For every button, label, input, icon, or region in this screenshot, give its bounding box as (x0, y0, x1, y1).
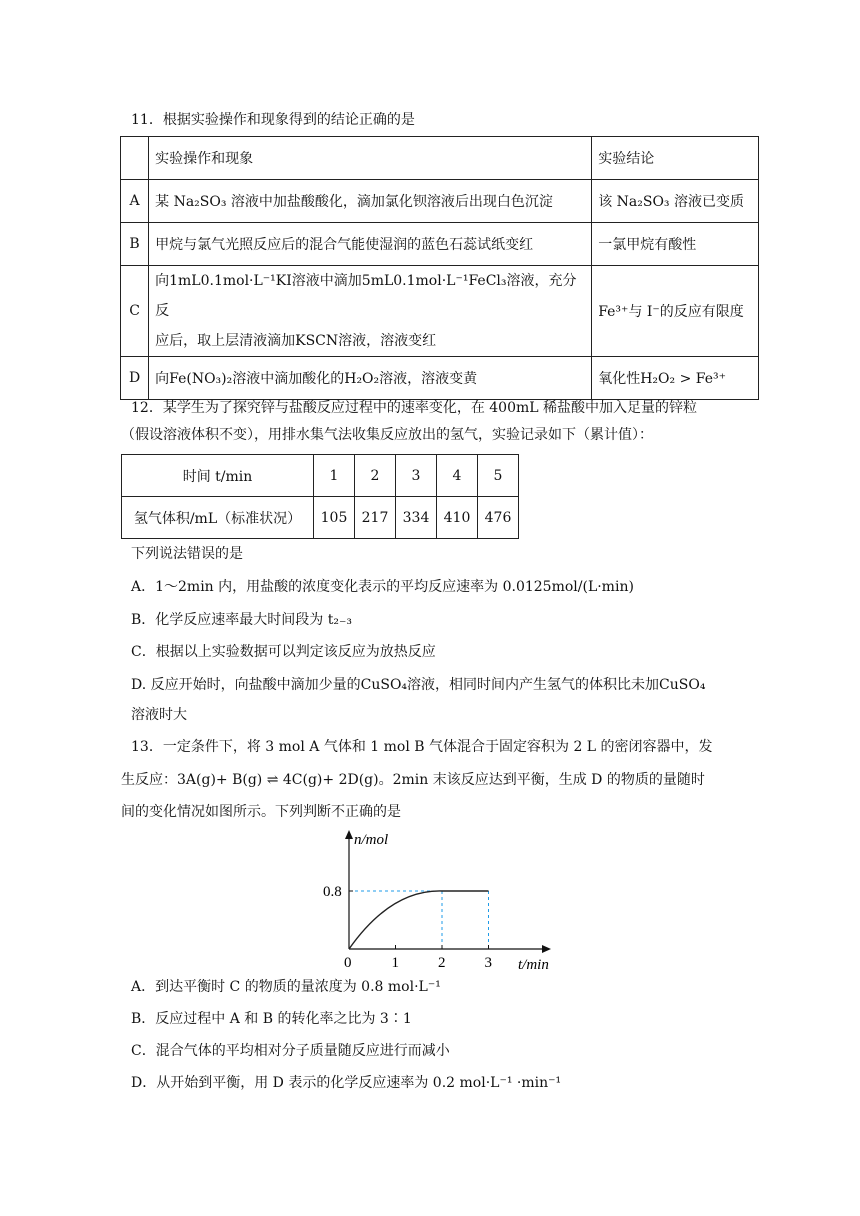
q13-stem-line: 13．一定条件下，将 3 mol A 气体和 1 mol B 气体混合于固定容积为 2 L 的密闭容器中，发 (131, 739, 713, 755)
q11-stem: 11．根据实验操作和现象得到的结论正确的是 (131, 112, 415, 128)
y-tick-label: 0.8 (323, 884, 342, 900)
x-tick-label: 1 (391, 955, 399, 971)
row-label: C (121, 266, 149, 357)
volume-cell: 217 (355, 497, 396, 539)
table-row (122, 455, 519, 497)
header-operation: 实验操作和现象 (149, 137, 592, 180)
volume-label: 氢气体积/mL（标准状况） (122, 497, 314, 539)
time-label: 时间 t/min (122, 455, 314, 497)
table-row (121, 180, 759, 223)
q12-option-c: C．根据以上实验数据可以判定该反应为放热反应 (131, 644, 436, 660)
origin-label: 0 (344, 955, 352, 971)
volume-cell: 476 (478, 497, 519, 539)
row-operation: 向Fe(NO₃)₂溶液中滴加酸化的H₂O₂溶液，溶液变黄 (149, 357, 592, 400)
row-conclusion: 该 Na₂SO₃ 溶液已变质 (592, 180, 759, 223)
header-label-cell (121, 137, 149, 180)
row-operation: 甲烷与氯气光照反应后的混合气能使湿润的蓝色石蕊试纸变红 (149, 223, 592, 266)
y-axis-label: n/mol (354, 832, 389, 848)
q13-option-a: A．到达平衡时 C 的物质的量浓度为 0.8 mol·L⁻¹ (131, 979, 441, 995)
table-row (122, 497, 519, 539)
q12-option-a: A．1～2min 内，用盐酸的浓度变化表示的平均反应速率为 0.0125mol/(L·min) (131, 579, 634, 595)
header-conclusion: 实验结论 (592, 137, 759, 180)
row-label: D (121, 357, 149, 400)
q13-option-b: B．反应过程中 A 和 B 的转化率之比为 3∶1 (131, 1011, 412, 1027)
x-axis-label: t/min (518, 957, 549, 973)
time-cell: 5 (478, 455, 519, 497)
q12-stem-line: （假设溶液体积不变），用排水集气法收集反应放出的氢气，实验记录如下（累计值）： (121, 427, 653, 443)
time-cell: 3 (396, 455, 437, 497)
table-row (121, 357, 759, 400)
q12-stem-line: 12．某学生为了探究锌与盐酸反应过程中的速率变化，在 400mL 稀盐酸中加入足量的锌粒 (131, 400, 698, 416)
x-tick-label: 2 (438, 955, 446, 971)
q13-option-c: C．混合气体的平均相对分子质量随反应进行而减小 (131, 1043, 450, 1059)
q12-option-d-cont: 溶液时大 (131, 707, 187, 723)
table-row (121, 223, 759, 266)
q12-prompt: 下列说法错误的是 (131, 546, 243, 562)
row-operation (149, 266, 592, 357)
row-conclusion: Fe³⁺与 I⁻的反应有限度 (592, 266, 759, 357)
q13-stem-line: 间的变化情况如图所示。下列判断不正确的是 (121, 804, 401, 820)
series-line (349, 891, 489, 949)
row-conclusion: 氧化性H₂O₂ > Fe³⁺ (592, 357, 759, 400)
q13-chart (315, 822, 565, 974)
q12-option-d: D. 反应开始时，向盐酸中滴加少量的CuSO₄溶液，相同时间内产生氢气的体积比未加CuSO₄ (131, 677, 706, 693)
q12-table (121, 454, 519, 539)
volume-cell: 105 (314, 497, 355, 539)
row-operation: 某 Na₂SO₃ 溶液中加盐酸酸化，滴加氯化钡溶液后出现白色沉淀 (149, 180, 592, 223)
x-axis-arrow (542, 945, 551, 953)
y-axis-arrow (345, 830, 353, 839)
q13-option-d: D．从开始到平衡，用 D 表示的化学反应速率为 0.2 mol·L⁻¹ ·min⁻¹ (131, 1075, 562, 1091)
time-cell: 4 (437, 455, 478, 497)
time-cell: 2 (355, 455, 396, 497)
volume-cell: 410 (437, 497, 478, 539)
row-label: B (121, 223, 149, 266)
x-tick-label: 3 (484, 955, 492, 971)
q11-table (120, 136, 759, 400)
row-operation-line: 向1mL0.1mol·L⁻¹KI溶液中滴加5mL0.1mol·L⁻¹FeCl₃溶液，充分反 (155, 273, 577, 319)
table-header-row (121, 137, 759, 180)
q12-option-b: B．化学反应速率最大时间段为 t₂₋₃ (131, 612, 352, 628)
row-label: A (121, 180, 149, 223)
time-cell: 1 (314, 455, 355, 497)
row-operation-line: 应后，取上层清液滴加KSCN溶液，溶液变红 (155, 333, 437, 349)
row-conclusion: 一氯甲烷有酸性 (592, 223, 759, 266)
q13-stem-line: 生反应：3A(g)+ B(g) ⇌ 4C(g)+ 2D(g)。2min 末该反应达到平衡，生成 D 的物质的量随时 (121, 772, 705, 788)
table-row (121, 266, 759, 357)
volume-cell: 334 (396, 497, 437, 539)
